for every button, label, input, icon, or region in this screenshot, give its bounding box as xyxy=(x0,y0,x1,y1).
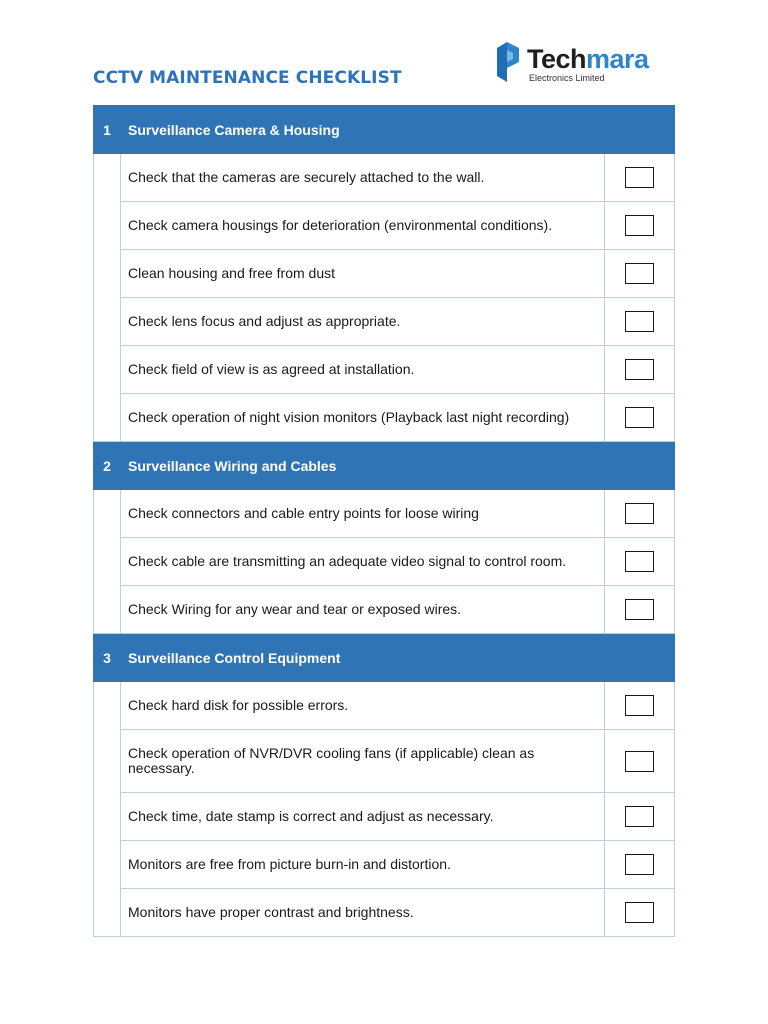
checkbox[interactable] xyxy=(625,167,654,188)
checkbox[interactable] xyxy=(625,902,654,923)
section-number: 1 xyxy=(94,106,121,154)
item-text: Check camera housings for deterioration (environmental conditions). xyxy=(121,202,605,250)
section-header xyxy=(94,442,675,490)
item-text: Check lens focus and adjust as appropriate. xyxy=(121,298,605,346)
checklist-item xyxy=(94,346,675,394)
item-text: Check time, date stamp is correct and adjust as necessary. xyxy=(121,793,605,841)
item-text: Check field of view is as agreed at installation. xyxy=(121,346,605,394)
section-number: 3 xyxy=(94,634,121,682)
section-title: Surveillance Control Equipment xyxy=(121,634,675,682)
checklist-table xyxy=(93,105,675,937)
item-text: Check operation of night vision monitors (Playback last night recording) xyxy=(121,394,605,442)
item-text: Check operation of NVR/DVR cooling fans (if applicable) clean as necessary. xyxy=(121,730,605,793)
section-title: Surveillance Wiring and Cables xyxy=(121,442,675,490)
checkbox[interactable] xyxy=(625,263,654,284)
checkbox[interactable] xyxy=(625,407,654,428)
item-text: Clean housing and free from dust xyxy=(121,250,605,298)
checkbox[interactable] xyxy=(625,599,654,620)
checkbox[interactable] xyxy=(625,503,654,524)
checkbox[interactable] xyxy=(625,215,654,236)
checkbox[interactable] xyxy=(625,695,654,716)
checkbox[interactable] xyxy=(625,806,654,827)
item-text: Monitors have proper contrast and brightness. xyxy=(121,889,605,937)
checklist-item xyxy=(94,202,675,250)
checklist-item xyxy=(94,682,675,730)
checklist-item xyxy=(94,538,675,586)
item-text: Check that the cameras are securely attached to the wall. xyxy=(121,154,605,202)
item-text: Check connectors and cable entry points for loose wiring xyxy=(121,490,605,538)
logo-word-tech: Tech xyxy=(527,44,587,74)
checkbox[interactable] xyxy=(625,751,654,772)
logo-mark-icon xyxy=(495,42,523,82)
section-number: 2 xyxy=(94,442,121,490)
section-header xyxy=(94,106,675,154)
checklist-item xyxy=(94,298,675,346)
section-header xyxy=(94,634,675,682)
page-title: CCTV MAINTENANCE CHECKLIST xyxy=(93,68,402,88)
checkbox[interactable] xyxy=(625,311,654,332)
checklist-item xyxy=(94,250,675,298)
checklist-item xyxy=(94,490,675,538)
item-text: Check Wiring for any wear and tear or exposed wires. xyxy=(121,586,605,634)
checkbox[interactable] xyxy=(625,359,654,380)
section-title: Surveillance Camera & Housing xyxy=(121,106,675,154)
checkbox[interactable] xyxy=(625,551,654,572)
checklist-item xyxy=(94,394,675,442)
checklist-item xyxy=(94,889,675,937)
checklist-item xyxy=(94,154,675,202)
company-logo xyxy=(495,42,675,86)
logo-subtitle: Electronics Limited xyxy=(529,73,605,83)
item-text: Check hard disk for possible errors. xyxy=(121,682,605,730)
checkbox[interactable] xyxy=(625,854,654,875)
checklist-item xyxy=(94,841,675,889)
checklist-item xyxy=(94,793,675,841)
item-text: Monitors are free from picture burn-in and distortion. xyxy=(121,841,605,889)
checklist-item xyxy=(94,730,675,793)
logo-wordmark xyxy=(527,44,649,74)
item-text: Check cable are transmitting an adequate video signal to control room. xyxy=(121,538,605,586)
checklist-item xyxy=(94,586,675,634)
logo-word-mara: mara xyxy=(586,44,649,74)
